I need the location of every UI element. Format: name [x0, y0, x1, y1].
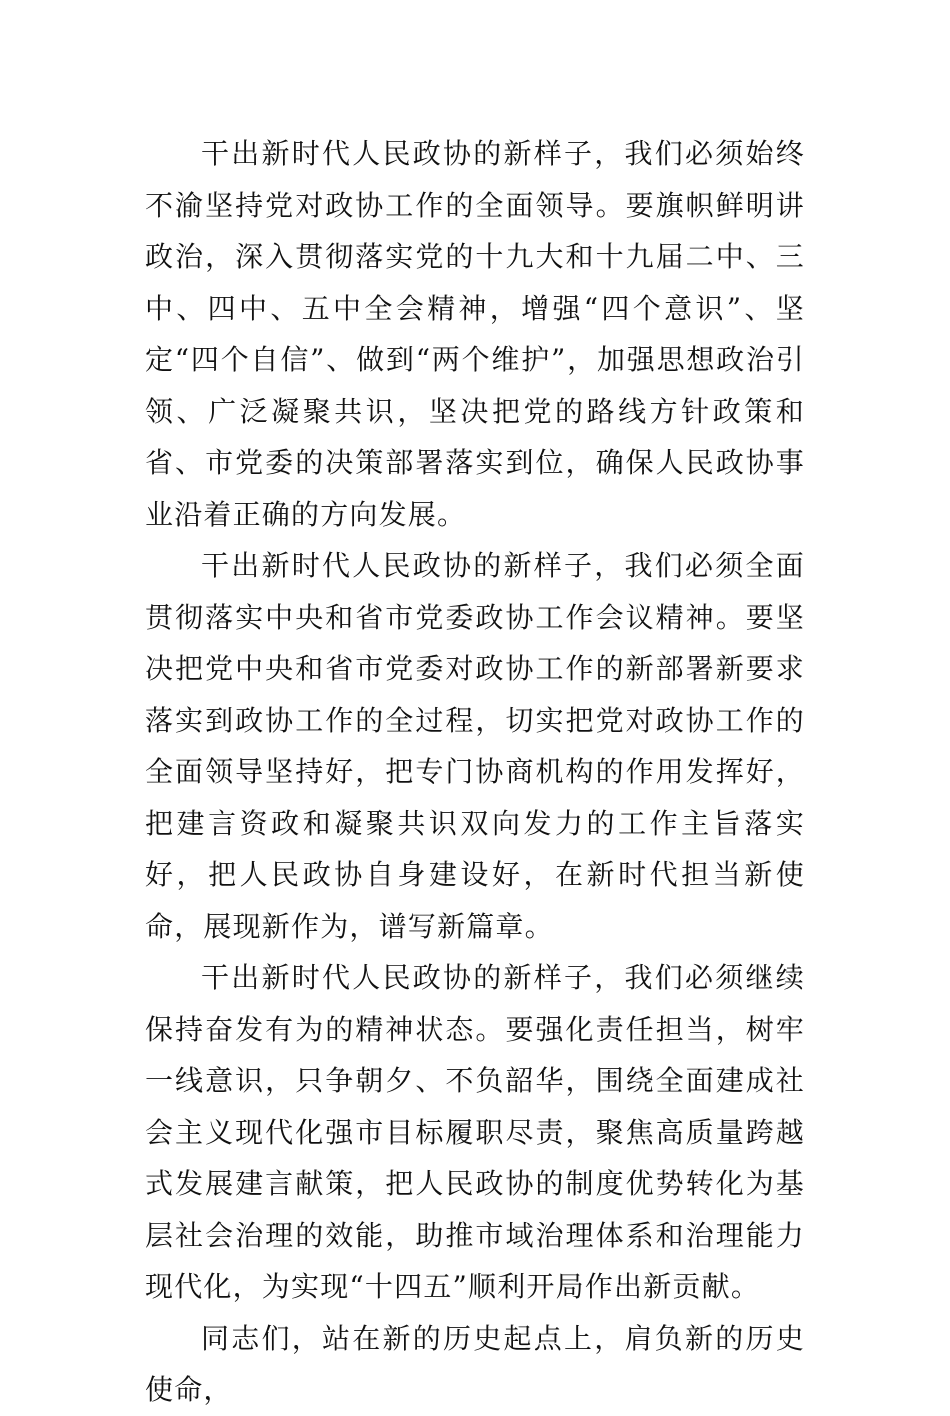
paragraph-implementation: 干出新时代人民政协的新样子，我们必须全面贯彻落实中央和省市党委政协工作会议精神。要坚决把党中央和省市党委对政协工作的新部署新要求落实到政协工作的全过程，切实把党对政协工作的全面领导坚持好，把专门协商机构的作用发挥好，把建言资政和凝聚共识双向发力的工作主旨落实好，把人民政协自身建设好，在新时代担当新使命，展现新作为，谱写新篇章。 [145, 549, 805, 943]
paragraph-spirit: 干出新时代人民政协的新样子，我们必须继续保持奋发有为的精神状态。要强化责任担当，树牢一线意识，只争朝夕、不负韶华，围绕全面建成社会主义现代化强市目标履职尽责，聚焦高质量跨越式发展建言献策，把人民政协的制度优势转化为基层社会治理的效能，助推市域治理体系和治理能力现代化，为实现“十四五”顺利开局作出新贡献。 [145, 961, 805, 1303]
document-body [145, 128, 805, 1416]
paragraph-closing: 同志们，站在新的历史起点上，肩负新的历史使命， [145, 1321, 805, 1406]
paragraph-leadership: 干出新时代人民政协的新样子，我们必须始终不渝坚持党对政协工作的全面领导。要旗帜鲜明讲政治，深入贯彻落实党的十九大和十九届二中、三中、四中、五中全会精神，增强“四个意识”、坚定“四个自信”、做到“两个维护”，加强思想政治引领、广泛凝聚共识，坚决把党的路线方针政策和省、市党委的决策部署落实到位，确保人民政协事业沿着正确的方向发展。 [145, 137, 805, 531]
